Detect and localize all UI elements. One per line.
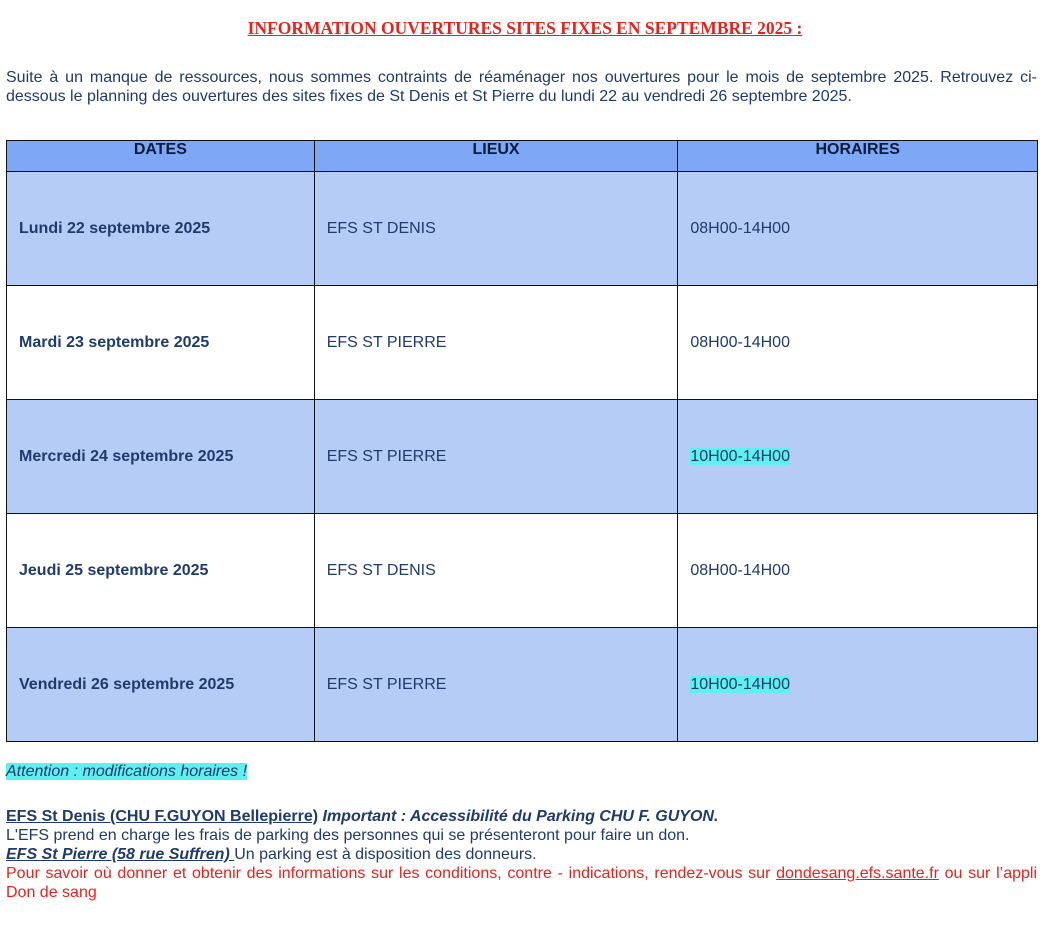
table-row	[7, 286, 1038, 400]
attention-note	[6, 763, 247, 781]
location-cell: EFS ST PIERRE	[314, 286, 678, 400]
efs-website-link[interactable]: dondesang.efs.sante.fr	[776, 865, 939, 882]
date-cell: Mardi 23 septembre 2025	[7, 286, 315, 400]
hours-cell: 08H00-14H00	[678, 514, 1038, 628]
page-title: INFORMATION OUVERTURES SITES FIXES EN SEPTEMBRE 2025 :	[247, 18, 803, 38]
st-denis-line	[6, 807, 1037, 826]
info-text: Pour savoir où donner et obtenir des informations sur les conditions, contre - indications, rendez-vous sur	[6, 865, 777, 882]
column-header-lieux: LIEUX	[314, 141, 678, 172]
schedule-table	[6, 140, 1038, 742]
hours-cell: 08H00-14H00	[678, 286, 1038, 400]
info-paragraph	[6, 864, 1037, 902]
table-row	[7, 172, 1038, 286]
st-denis-important-note: Important : Accessibilité du Parking CHU F. GUYON.	[318, 808, 719, 825]
column-header-dates: DATES	[7, 141, 315, 172]
date-cell: Jeudi 25 septembre 2025	[7, 514, 315, 628]
column-header-horaires: HORAIRES	[678, 141, 1038, 172]
table-row	[7, 628, 1038, 742]
parking-note: L'EFS prend en charge les frais de parking des personnes qui se présenteront pour faire un don.	[6, 827, 690, 844]
location-cell: EFS ST DENIS	[314, 172, 678, 286]
table-header-row	[7, 141, 1038, 172]
st-pierre-note: Un parking est à disposition des donneurs.	[234, 846, 537, 863]
date-cell: Vendredi 26 septembre 2025	[7, 628, 315, 742]
location-cell: EFS ST DENIS	[314, 514, 678, 628]
location-cell: EFS ST PIERRE	[314, 400, 678, 514]
table-row	[7, 514, 1038, 628]
hours-cell	[678, 628, 1038, 742]
hours-cell: 08H00-14H00	[678, 172, 1038, 286]
st-pierre-line	[6, 845, 1037, 864]
modified-hours-highlight: 10H00-14H00	[690, 675, 790, 693]
st-denis-site-label: EFS St Denis (CHU F.GUYON Bellepierre)	[6, 808, 319, 825]
date-cell: Lundi 22 septembre 2025	[7, 172, 315, 286]
info-suffix: ou sur l’appli Don de sang	[6, 865, 1038, 901]
footer-info	[6, 807, 1037, 902]
attention-text: Attention : modifications horaires !	[6, 763, 248, 780]
table-row	[7, 400, 1038, 514]
location-cell: EFS ST PIERRE	[314, 628, 678, 742]
date-cell: Mercredi 24 septembre 2025	[7, 400, 315, 514]
st-pierre-site-label: EFS St Pierre (58 rue Suffren)	[6, 846, 235, 863]
intro-paragraph: Suite à un manque de ressources, nous sommes contraints de réaménager nos ouvertures pour le mois de septembre 2025. Retrouvez ci-dessous le planning des ouvertures des sites fixes de St Denis et St Pierre du lundi 22 au vendredi 26 septembre 2025.	[6, 69, 1037, 105]
hours-cell	[678, 400, 1038, 514]
modified-hours-highlight: 10H00-14H00	[690, 447, 790, 465]
